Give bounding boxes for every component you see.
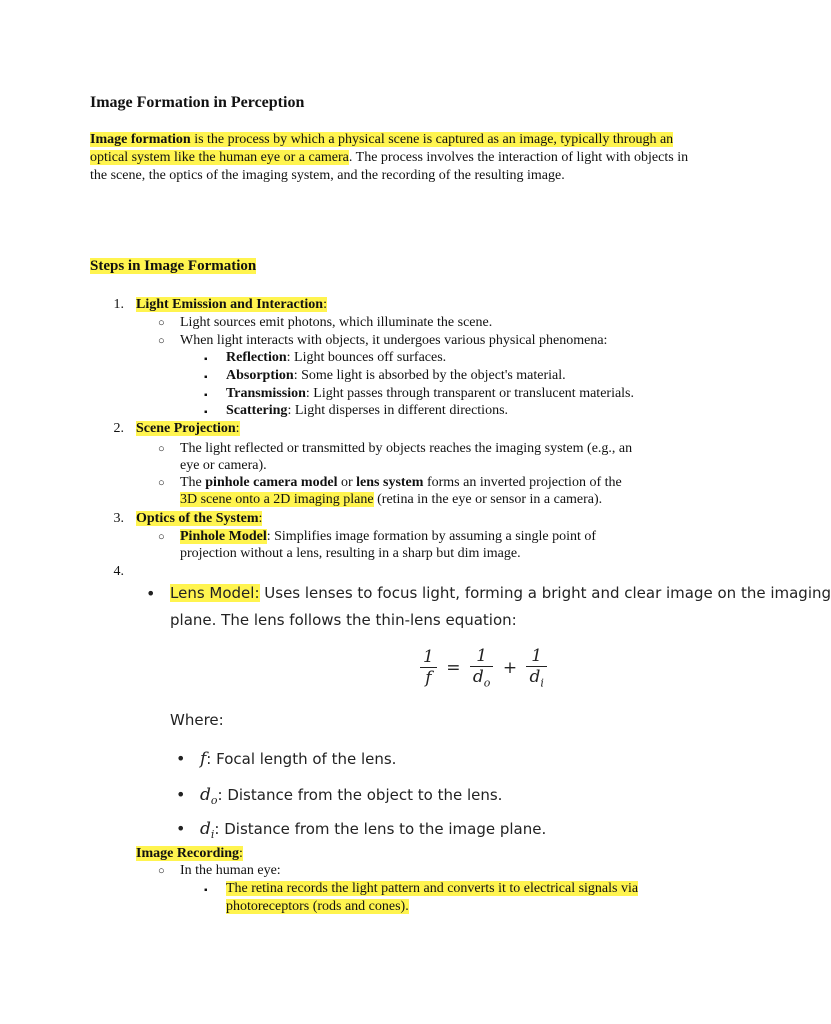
recording-item-line-1: [226, 880, 638, 897]
text-run: Uses lenses to focus light, forming a bright and clear image on the imaging: [259, 584, 831, 602]
image-recording-heading: [136, 845, 243, 862]
bullet-icon: •: [176, 819, 186, 838]
phenomenon-text: : Light disperses in different directions.: [287, 403, 509, 418]
subscript: o: [483, 676, 491, 690]
intro-term: Image formation: [90, 132, 191, 147]
steps-heading: [90, 258, 256, 275]
step-3-sub-line-1: [180, 528, 596, 545]
phenomenon-reflection: [226, 349, 446, 366]
circle-bullet-icon: ○: [158, 531, 165, 543]
square-bullet-icon: ▪: [204, 885, 208, 896]
phenomenon-text: : Light passes through transparent or translucent materials.: [305, 386, 635, 401]
square-bullet-icon: ▪: [204, 407, 208, 418]
phenomenon-text: : Some light is absorbed by the object's material.: [293, 368, 566, 383]
circle-bullet-icon: ○: [158, 477, 165, 489]
text-run: forms an inverted projection of the: [423, 475, 622, 490]
symbol: d: [200, 819, 211, 839]
lens-model-line-2: plane. The lens follows the thin-lens equation:: [170, 611, 517, 629]
fraction-one-over-do: [470, 646, 494, 689]
step-1-colon: :: [323, 297, 327, 312]
text-run: The: [180, 475, 206, 490]
step-1-sub-1: Light sources emit photons, which illuminate the scene.: [180, 315, 493, 330]
denominator: [470, 667, 494, 689]
phenomenon-scattering: [226, 402, 508, 419]
recording-item-line-2: [226, 898, 409, 915]
step-3-number: 3.: [113, 511, 124, 526]
fraction-one-over-di: [526, 646, 546, 689]
step-2-colon: :: [235, 421, 240, 436]
step-2-sub-1-line-1: The light reflected or transmitted by objects reaches the imaging system (e.g., an: [180, 441, 633, 456]
definition-text: : Distance from the object to the lens.: [217, 786, 503, 804]
denominator: [526, 667, 546, 689]
definition-text: : Focal length of the lens.: [206, 750, 397, 768]
step-2-sub-1-line-2: eye or camera).: [180, 458, 267, 473]
lens-system-term: lens system: [356, 475, 424, 490]
bullet-icon: •: [146, 584, 156, 603]
numerator: 1: [420, 647, 437, 668]
denominator: f: [425, 668, 432, 689]
text-run: : Simplifies image formation by assuming a single point of: [266, 529, 597, 544]
step-1-sub-2: When light interacts with objects, it undergoes various physical phenomena:: [180, 333, 608, 348]
lens-model-label: Lens Model:: [170, 584, 260, 602]
step-1-label: Light Emission and Interaction: [136, 297, 324, 312]
square-bullet-icon: ▪: [204, 372, 208, 383]
step-3-colon: :: [258, 511, 263, 526]
highlighted-text: The retina records the light pattern and converts it to electrical signals via: [226, 881, 639, 896]
phenomenon-term: Transmission: [226, 386, 306, 401]
phenomenon-absorption: [226, 367, 566, 384]
definition-text: : Distance from the lens to the image plane.: [214, 820, 547, 838]
symbol: f: [200, 749, 207, 769]
intro-highlight-text: is the process by which a physical scene is captured as an image, typically through an optical system like the human eye or a camera: [90, 132, 674, 165]
steps-heading-text: Steps in Image Formation: [90, 258, 257, 274]
step-2-sub-2-line-2: [180, 491, 602, 508]
numerator: 1: [470, 646, 494, 667]
subscript: i: [210, 828, 215, 841]
intro-paragraph: [90, 131, 690, 185]
step-3-label: Optics of the System: [136, 511, 259, 526]
intro-rest-text: . The process involves the interaction of light with objects in the scene, the optics of the imaging system, and the recording of the resulting image.: [90, 150, 689, 183]
where-label: Where:: [170, 711, 224, 729]
step-1-number: 1.: [113, 297, 124, 312]
phenomenon-term: Absorption: [226, 368, 294, 383]
step-3-heading: [136, 510, 262, 527]
circle-bullet-icon: ○: [158, 335, 165, 347]
circle-bullet-icon: ○: [158, 443, 165, 455]
highlighted-text: photoreceptors (rods and cones).: [226, 899, 409, 914]
embedded-lens-model-image: [136, 576, 831, 844]
fraction-one-over-f: [420, 647, 437, 688]
step-2-label: Scene Projection: [136, 421, 236, 436]
bullet-icon: •: [176, 749, 186, 768]
circle-bullet-icon: ○: [158, 865, 165, 877]
equals-sign: =: [446, 657, 461, 678]
phenomenon-term: Scattering: [226, 403, 288, 418]
step-4-number: 4.: [113, 564, 124, 579]
circle-bullet-icon: ○: [158, 317, 165, 329]
phenomenon-transmission: [226, 385, 634, 402]
square-bullet-icon: ▪: [204, 354, 208, 365]
text-run: or: [337, 475, 357, 490]
image-recording-label: Image Recording: [136, 846, 240, 861]
pinhole-term: pinhole camera model: [205, 475, 338, 490]
bullet-icon: •: [176, 785, 186, 804]
phenomenon-term: Reflection: [226, 350, 287, 365]
step-2-heading: [136, 420, 240, 437]
step-2-number: 2.: [113, 421, 124, 436]
text-run: (retina in the eye or sensor in a camera).: [373, 492, 603, 507]
symbol: d: [472, 667, 484, 687]
page-title: Image Formation in Perception: [90, 94, 305, 111]
recording-sub: In the human eye:: [180, 863, 281, 878]
image-recording-colon: :: [239, 846, 243, 861]
step-1-heading: [136, 296, 327, 313]
symbol: d: [200, 785, 211, 805]
highlighted-text: 3D scene onto a 2D imaging plane: [180, 492, 374, 507]
numerator: 1: [526, 646, 546, 667]
pinhole-model-term: Pinhole Model: [180, 529, 267, 544]
phenomenon-text: : Light bounces off surfaces.: [286, 350, 447, 365]
lens-model-line-1: [170, 583, 831, 603]
definition-f: [200, 749, 396, 769]
step-2-sub-2-line-1: [180, 474, 622, 491]
symbol: d: [529, 667, 541, 687]
definition-di: [200, 819, 546, 845]
definition-do: [200, 785, 502, 811]
subscript: o: [210, 794, 218, 807]
subscript: i: [540, 676, 544, 690]
step-3-sub-line-2: projection without a lens, resulting in a sharp but dim image.: [180, 546, 521, 561]
thin-lens-equation: [420, 646, 547, 689]
plus-sign: +: [502, 657, 518, 678]
square-bullet-icon: ▪: [204, 390, 208, 401]
